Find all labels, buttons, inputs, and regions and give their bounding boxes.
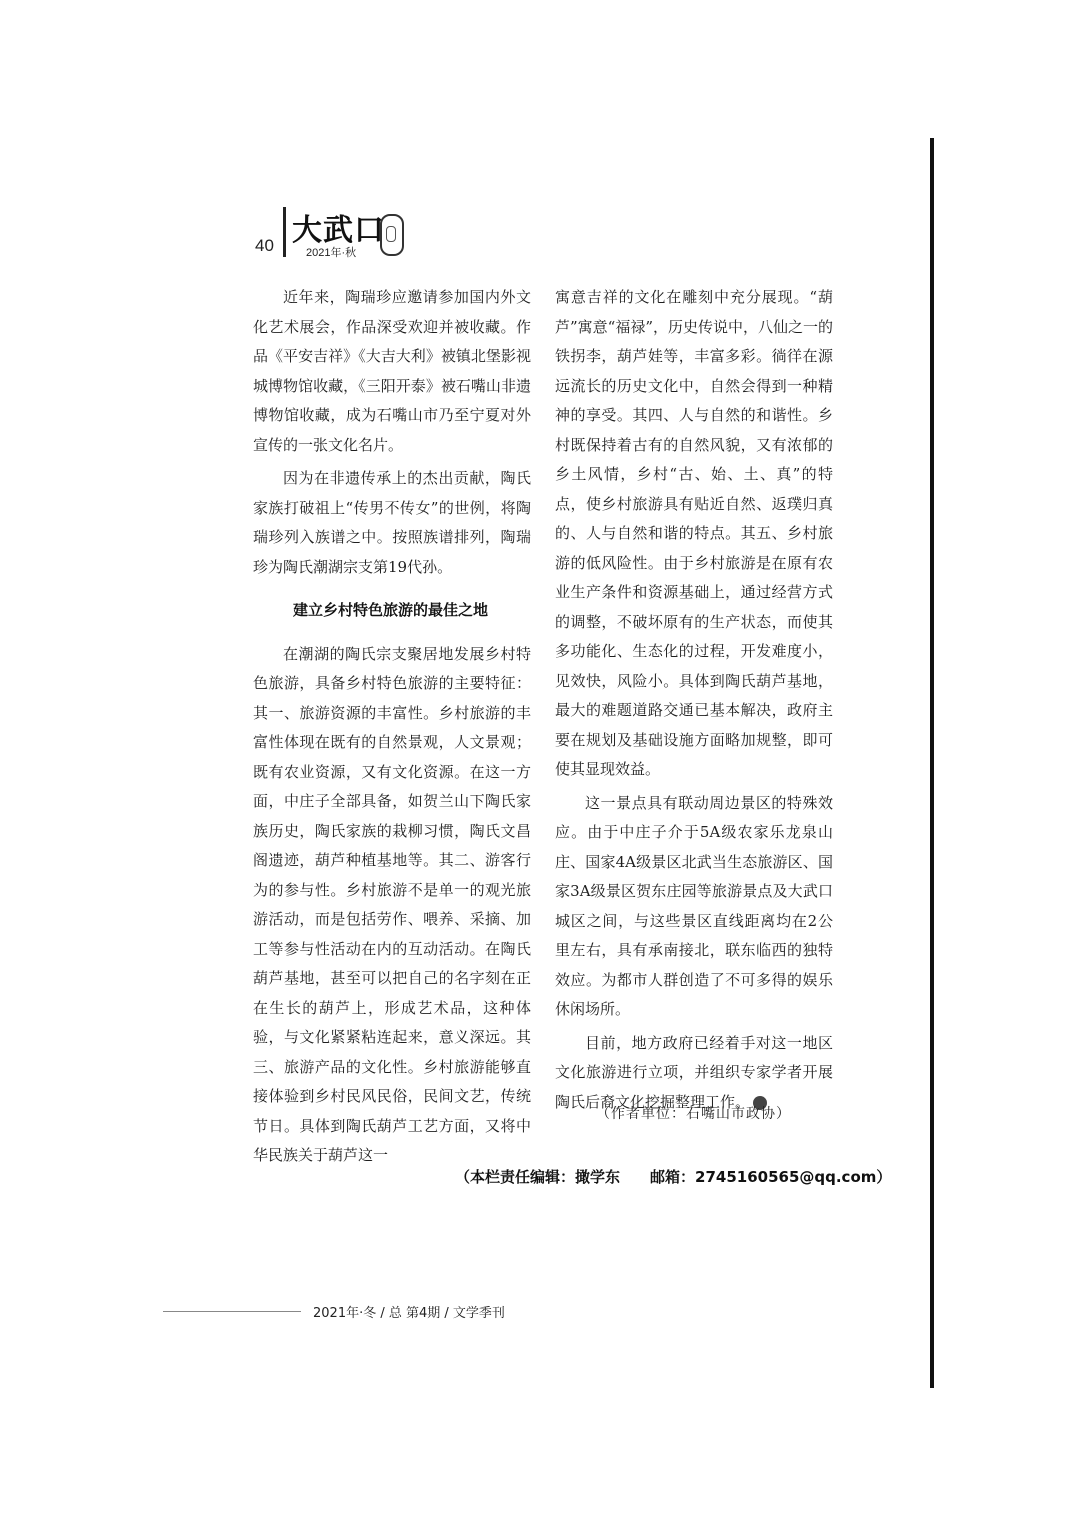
editor-name: （本栏责任编辑：撖学东	[455, 1168, 621, 1186]
editor-line	[455, 1166, 891, 1187]
paragraph: 寓意吉祥的文化在雕刻中充分展现。“葫芦”寓意“福禄”，历史传说中，八仙之一的铁拐李，葫芦娃等，丰富多彩。徜徉在源远流长的历史文化中，自然会得到一种精神的享受。其四、人与自然的和谐性。乡村既保持着古有的自然风貌，又有浓郁的乡土风情，乡村“古、始、土、真”的特点，使乡村旅游具有贴近自然、返璞归真的、人与自然和谐的特点。其五、乡村旅游的低风险性。由于乡村旅游是在原有农业生产条件和资源基础上，通过经营方式的调整，不破坏原有的生产状态，而使其多功能化、生态化的过程，开发难度小，见效快，风险小。具体到陶氏葫芦基地，最大的难题道路交通已基本解决，政府主要在规划及基础设施方面略加规整，即可使其显现效益。	[555, 288, 834, 778]
footer-issue-info: 2021年·冬 / 总 第4期 / 文学季刊	[313, 1306, 505, 1321]
magazine-title: 大武口	[292, 213, 385, 248]
paragraph: 在潮湖的陶氏宗支聚居地发展乡村特色旅游，具备乡村特色旅游的主要特征：其一、旅游资源的丰富性。乡村旅游的丰富性体现在既有的自然景观，人文景观；既有农业资源，又有文化资源。在这一方面，中庄子全部具备，如贺兰山下陶氏家族历史，陶氏家族的栽柳习惯，陶氏文昌阁遗迹，葫芦种植基地等。其二、游客行为的参与性。乡村旅游不是单一的观光旅游活动，而是包括劳作、喂养、采摘、加工等参与性活动在内的互动活动。在陶氏葫芦基地，甚至可以把自己的名字刻在正在生长的葫芦上，形成艺术品，这种体验，与文化紧紧粘连起来，意义深远。其三、旅游产品的文化性。乡村旅游能够直接体验到乡村民风民俗，民间文艺，传统节日。具体到陶氏葫芦工艺方面，又将中华民族关于葫芦这一	[253, 644, 531, 1164]
page-edge-bar	[930, 138, 934, 1388]
editor-email: 邮箱：2745160565@qq.com）	[650, 1168, 892, 1186]
paragraph: 近年来，陶瑞珍应邀请参加国内外文化艺术展会，作品深受欢迎并被收藏。作品《平安吉祥》《大吉大利》被镇北堡影视城博物馆收藏，《三阳开泰》被石嘴山非遗博物馆收藏，成为石嘴山市乃至宁夏对外宣传的一张文化名片。	[253, 288, 531, 454]
paragraph: 这一景点具有联动周边景区的特殊效应。由于中庄子介于5A级农家乐龙泉山庄、国家4A级景区北武当生态旅游区、国家3A级景区贺东庄园等旅游景点及大武口城区之间，与这些景区直线距离均在2公里左右，具有承南接北，联东临西的独特效应。为都市人群创造了不可多得的娱乐休闲场所。	[555, 793, 833, 1018]
magazine-seal-logo	[380, 214, 404, 256]
right-column	[555, 283, 833, 1117]
left-column	[253, 283, 531, 1171]
paragraph-text: 目前，地方政府已经着手对这一地区文化旅游进行立项，并组织专家学者开展陶氏后裔文化挖掘整理工作。	[555, 1033, 833, 1111]
header-divider	[283, 207, 286, 257]
paragraph: 因为在非遗传承上的杰出贡献，陶氏家族打破祖上“传男不传女”的世例，将陶瑞珍列入族谱之中。按照族谱排列，陶瑞珍为陶氏潮湖宗支第19代孙。	[253, 469, 531, 576]
issue-label: 2021年·秋	[306, 247, 357, 259]
section-heading: 建立乡村特色旅游的最佳之地	[293, 601, 489, 619]
page-number: 40	[255, 236, 274, 255]
author-affiliation: （作者单位：石嘴山市政协）	[596, 1106, 791, 1122]
footer-rule	[163, 1311, 301, 1312]
